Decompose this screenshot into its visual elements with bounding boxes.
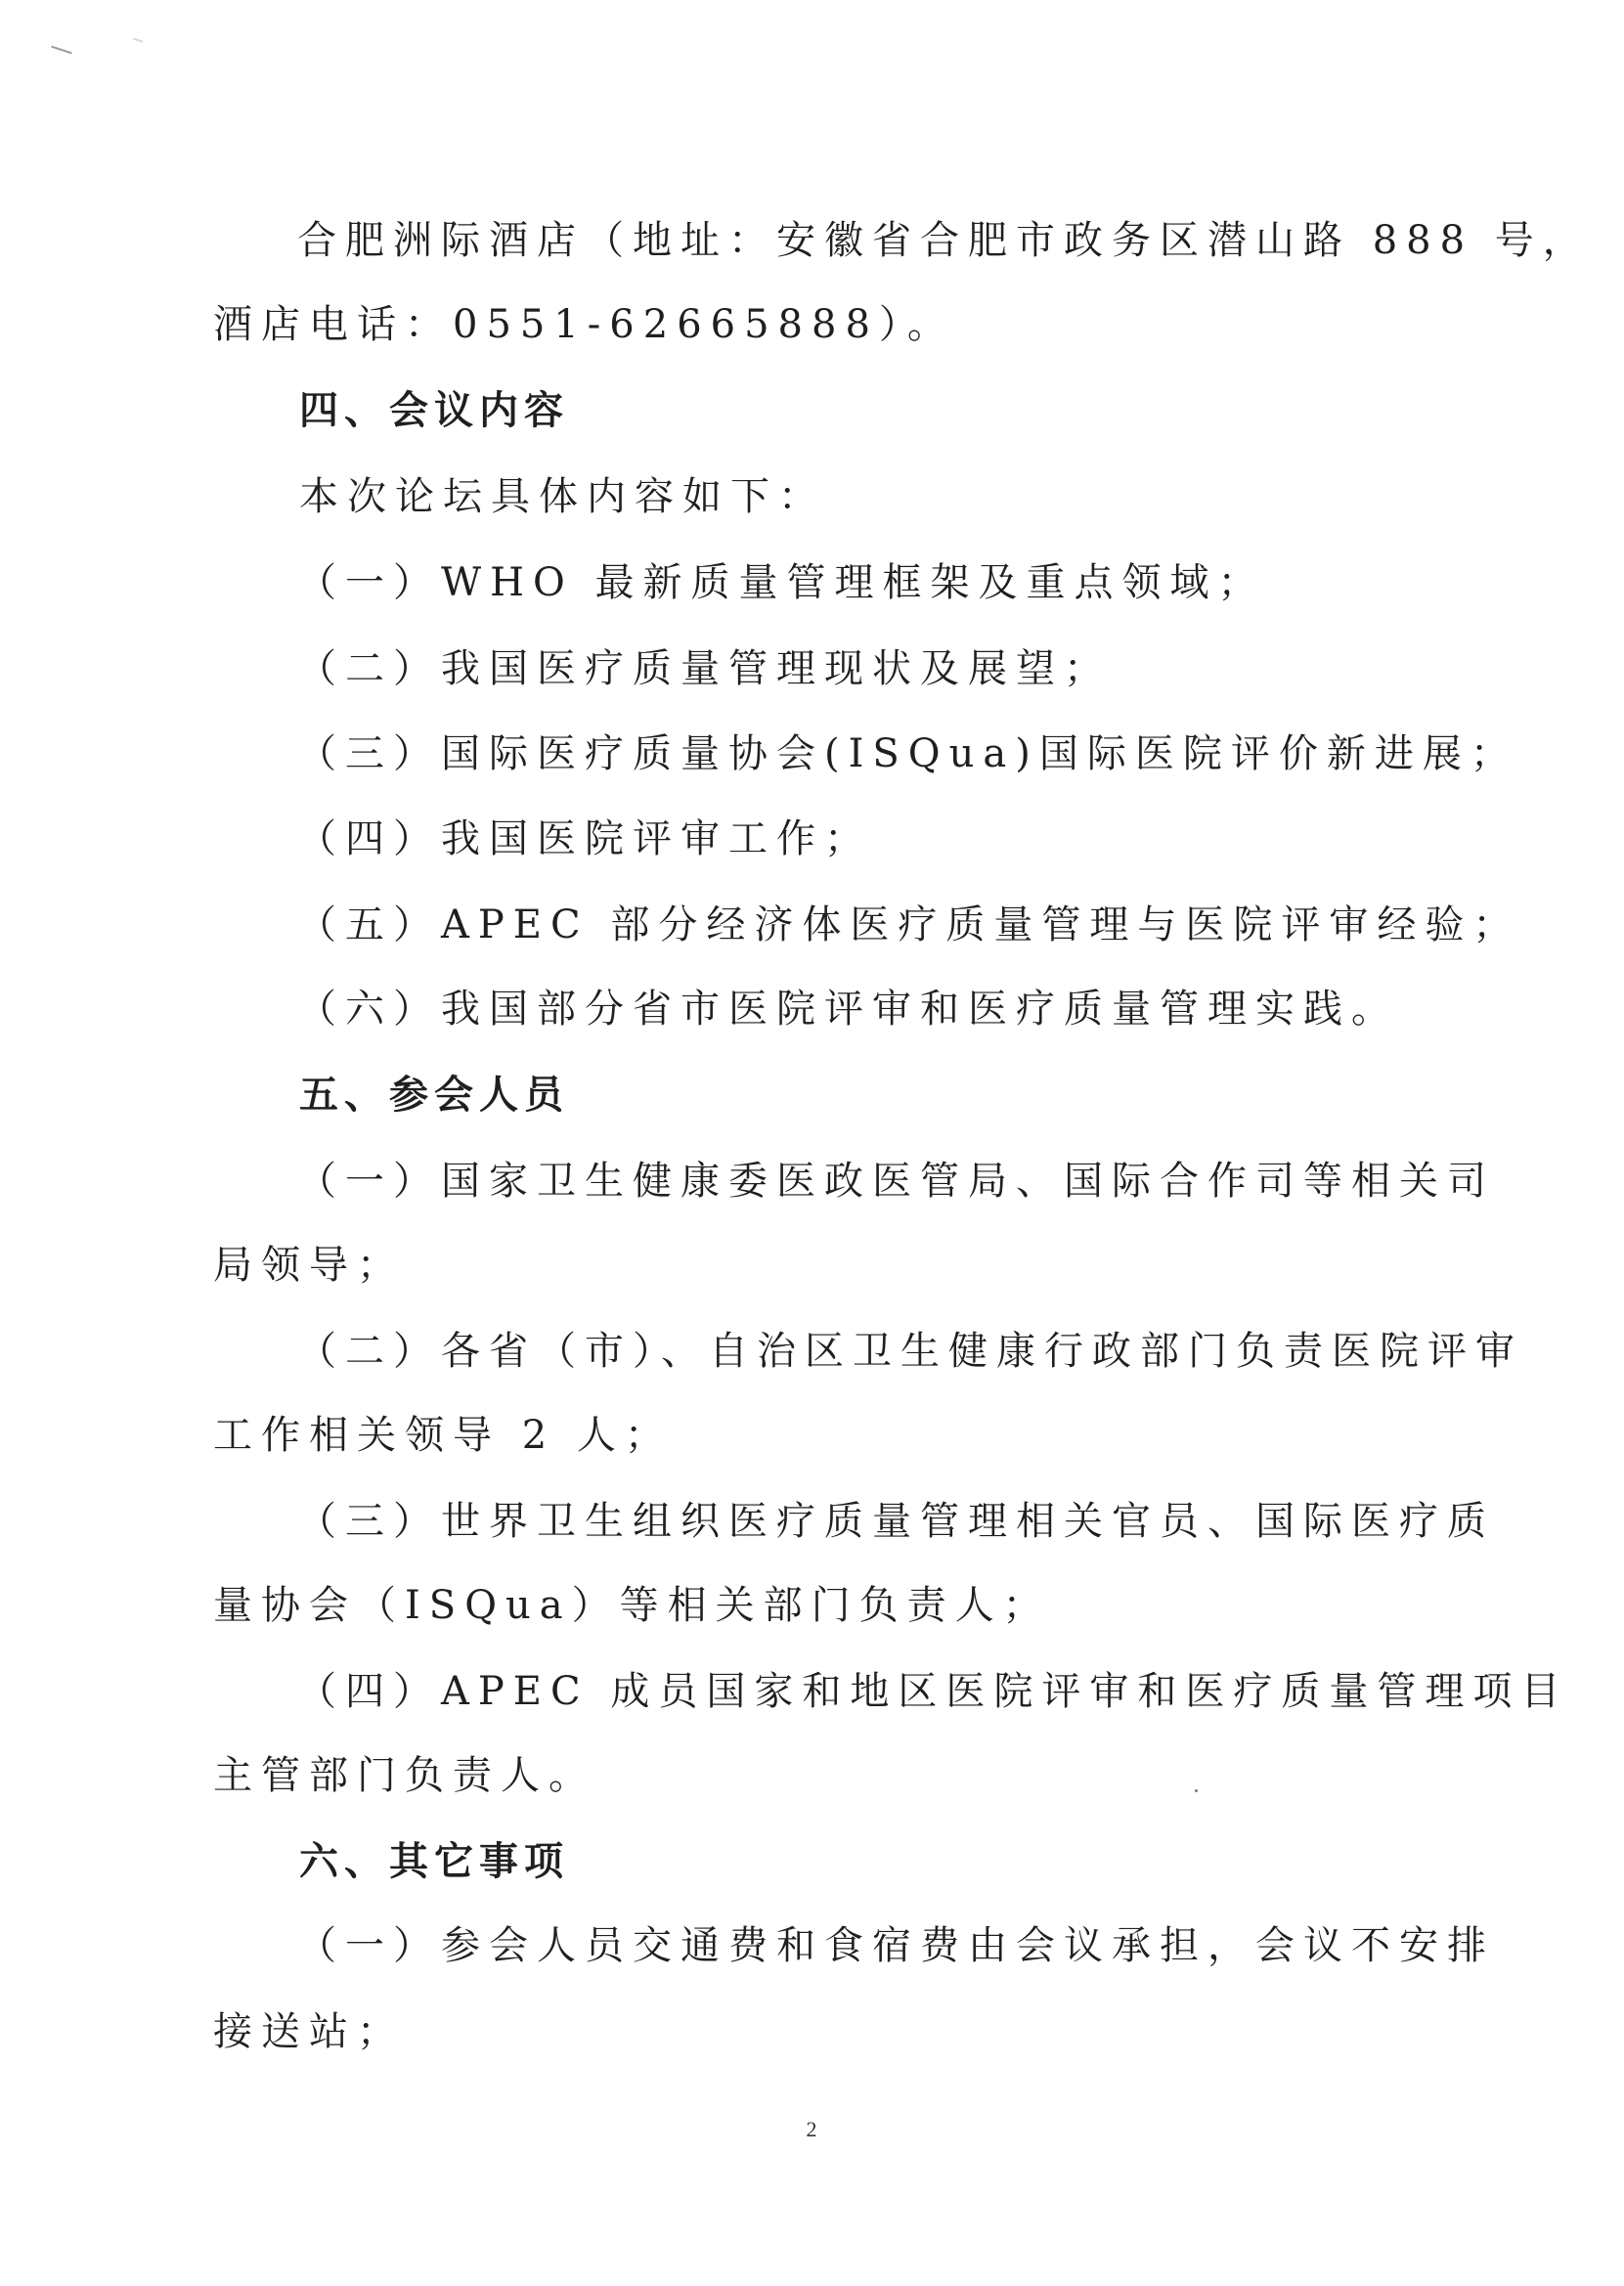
list-item-continuation: 接送站； xyxy=(213,2009,405,2054)
list-item: （四）APEC 成员国家和地区医院评审和医疗质量管理项目 xyxy=(297,1669,1569,1714)
scan-artifact xyxy=(1195,1789,1198,1792)
list-item: （六）我国部分省市医院评审和医疗质量管理实践。 xyxy=(297,987,1399,1032)
list-item: （五）APEC 部分经济体医疗质量管理与医院评审经验； xyxy=(297,902,1521,947)
list-item: （四）我国医院评审工作； xyxy=(297,816,872,861)
scan-artifact xyxy=(51,46,72,55)
section-heading: 六、其它事项 xyxy=(299,1839,569,1884)
list-item: （一）国家卫生健康委医政医管局、国际合作司等相关司 xyxy=(297,1159,1495,1204)
list-item-continuation: 量协会（ISQua）等相关部门负责人； xyxy=(213,1583,1051,1628)
list-item: （二）各省（市）、自治区卫生健康行政部门负责医院评审 xyxy=(297,1329,1523,1374)
body-line: 酒店电话：0551-62665888）。 xyxy=(213,302,955,347)
list-item: （三）国际医疗质量协会(ISQua)国际医院评价新进展； xyxy=(297,731,1518,776)
list-item: （一）参会人员交通费和食宿费由会议承担，会议不安排 xyxy=(297,1923,1495,1968)
list-item-continuation: 工作相关领导 2 人； xyxy=(213,1413,673,1458)
list-item: （一）WHO 最新质量管理框架及重点领域； xyxy=(297,560,1266,605)
scan-artifact xyxy=(133,38,143,43)
list-item-continuation: 局领导； xyxy=(213,1243,405,1288)
page-number: 2 xyxy=(806,2117,817,2141)
body-line: 本次论坛具体内容如下： xyxy=(299,474,826,519)
section-heading: 四、会议内容 xyxy=(299,388,569,433)
body-line: 合肥洲际酒店（地址：安徽省合肥市政务区潜山路 888 号， xyxy=(297,218,1591,263)
list-item-continuation: 主管部门负责人。 xyxy=(213,1753,596,1798)
section-heading: 五、参会人员 xyxy=(299,1073,569,1118)
list-item: （三）世界卫生组织医疗质量管理相关官员、国际医疗质 xyxy=(297,1499,1495,1544)
list-item: （二）我国医疗质量管理现状及展望； xyxy=(297,646,1112,691)
